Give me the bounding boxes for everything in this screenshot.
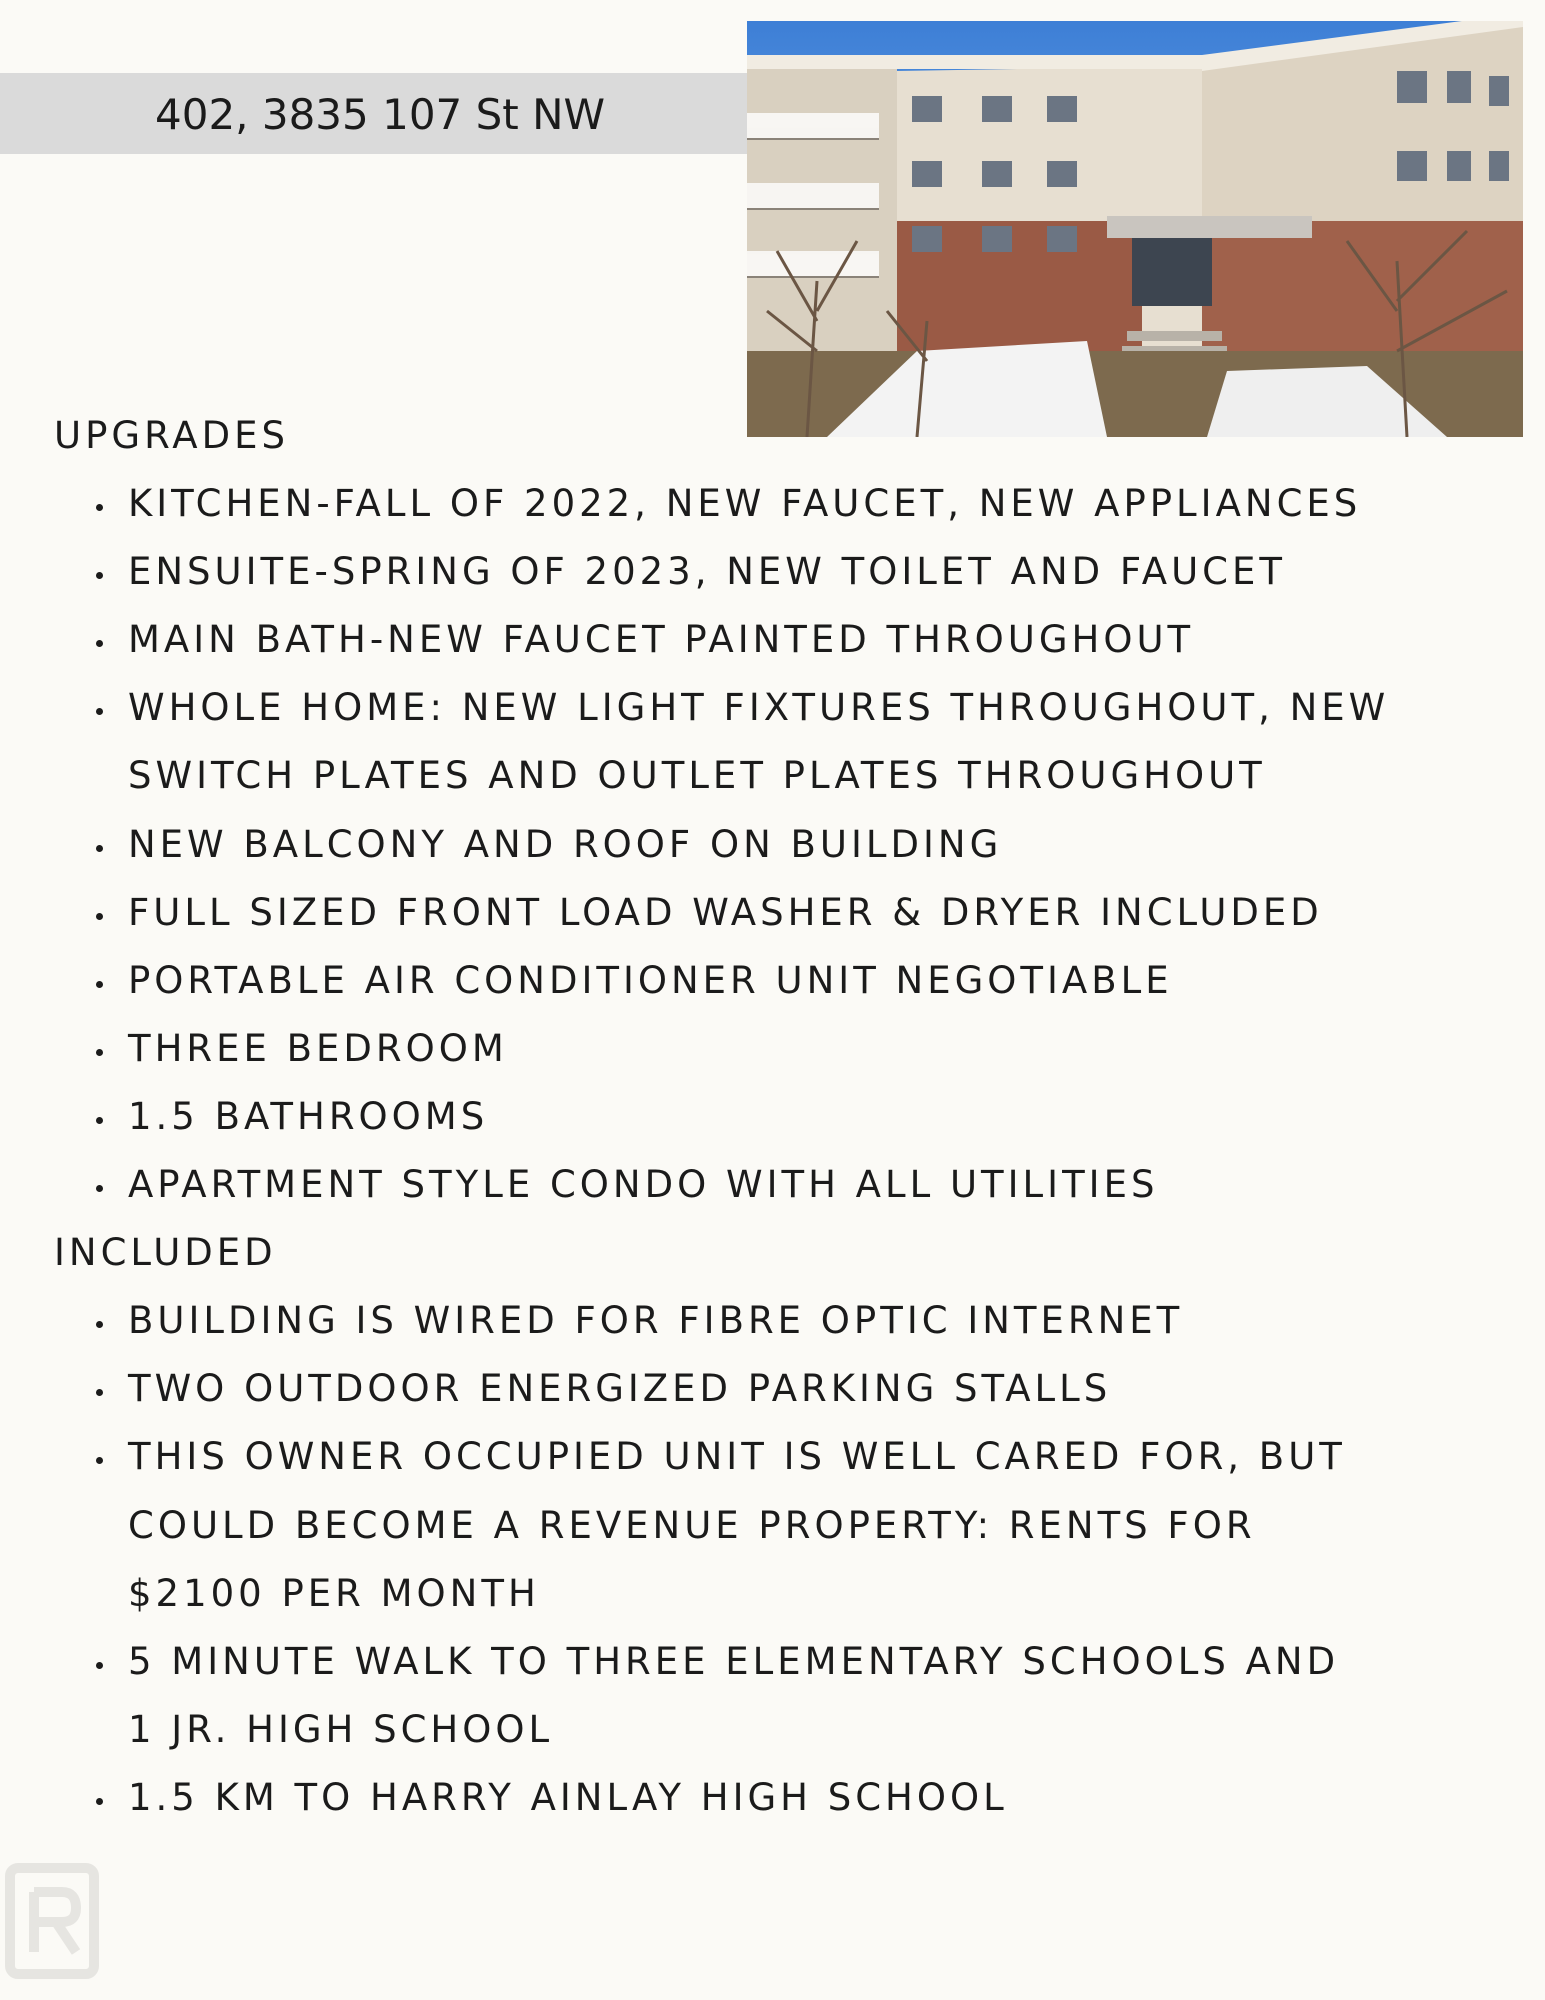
bullet-icon [96,572,103,579]
list-item-line: COULD BECOME A REVENUE PROPERTY: RENTS FOR [128,1503,1256,1547]
bullet-icon [96,1321,103,1328]
building-photo [747,21,1523,437]
bullet-icon [96,981,103,988]
list-item-line: SWITCH PLATES AND OUTLET PLATES THROUGHOUT [128,754,1266,798]
list-item-line: NEW BALCONY AND ROOF ON BUILDING [128,822,1003,866]
bullet-icon [96,1389,103,1396]
bullet-icon [96,1117,103,1124]
bullet-icon [96,1457,103,1464]
list-item-line: ENSUITE-SPRING OF 2023, NEW TOILET AND FAUCET [128,550,1286,594]
list-item-line: APARTMENT STYLE CONDO WITH ALL UTILITIES [128,1163,1159,1206]
list-item-line: 5 MINUTE WALK TO THREE ELEMENTARY SCHOOLS AND [128,1639,1340,1683]
realtor-logo-icon [4,1862,100,1980]
list-item-line: KITCHEN-FALL OF 2022, NEW FAUCET, NEW APPLIANCES [128,482,1362,525]
list-item-line: MAIN BATH-NEW FAUCET PAINTED THROUGHOUT [128,618,1195,662]
bullet-icon [96,845,103,852]
list-item-line: WHOLE HOME: NEW LIGHT FIXTURES THROUGHOUT, NEW [128,686,1390,730]
list-item-line: $2100 PER MONTH [128,1571,540,1615]
bullet-icon [96,708,103,715]
list-item-line: 1.5 BATHROOMS [128,1094,489,1138]
list-item-line: THIS OWNER OCCUPIED UNIT IS WELL CARED FOR, BUT [128,1435,1346,1479]
bullet-icon [96,1049,103,1056]
bullet-icon [96,640,103,647]
upgrades-heading: UPGRADES [54,414,289,457]
included-heading: INCLUDED [54,1231,277,1275]
bullet-icon [96,1185,103,1192]
list-item-line: FULL SIZED FRONT LOAD WASHER & DRYER INCLUDED [128,890,1323,934]
bullet-icon [96,1662,103,1669]
list-item-line: PORTABLE AIR CONDITIONER UNIT NEGOTIABLE [128,958,1173,1002]
list-item-line: TWO OUTDOOR ENERGIZED PARKING STALLS [128,1367,1112,1411]
list-item-line: BUILDING IS WIRED FOR FIBRE OPTIC INTERNET [128,1299,1184,1343]
bullet-icon [96,504,103,511]
list-item-line: 1.5 KM TO HARRY AINLAY HIGH SCHOOL [128,1775,1008,1819]
bullet-icon [96,913,103,920]
list-item-line: 1 JR. HIGH SCHOOL [128,1707,554,1751]
bullet-icon [96,1798,103,1805]
list-item-line: THREE BEDROOM [128,1026,508,1070]
property-address: 402, 3835 107 St NW [155,90,606,139]
